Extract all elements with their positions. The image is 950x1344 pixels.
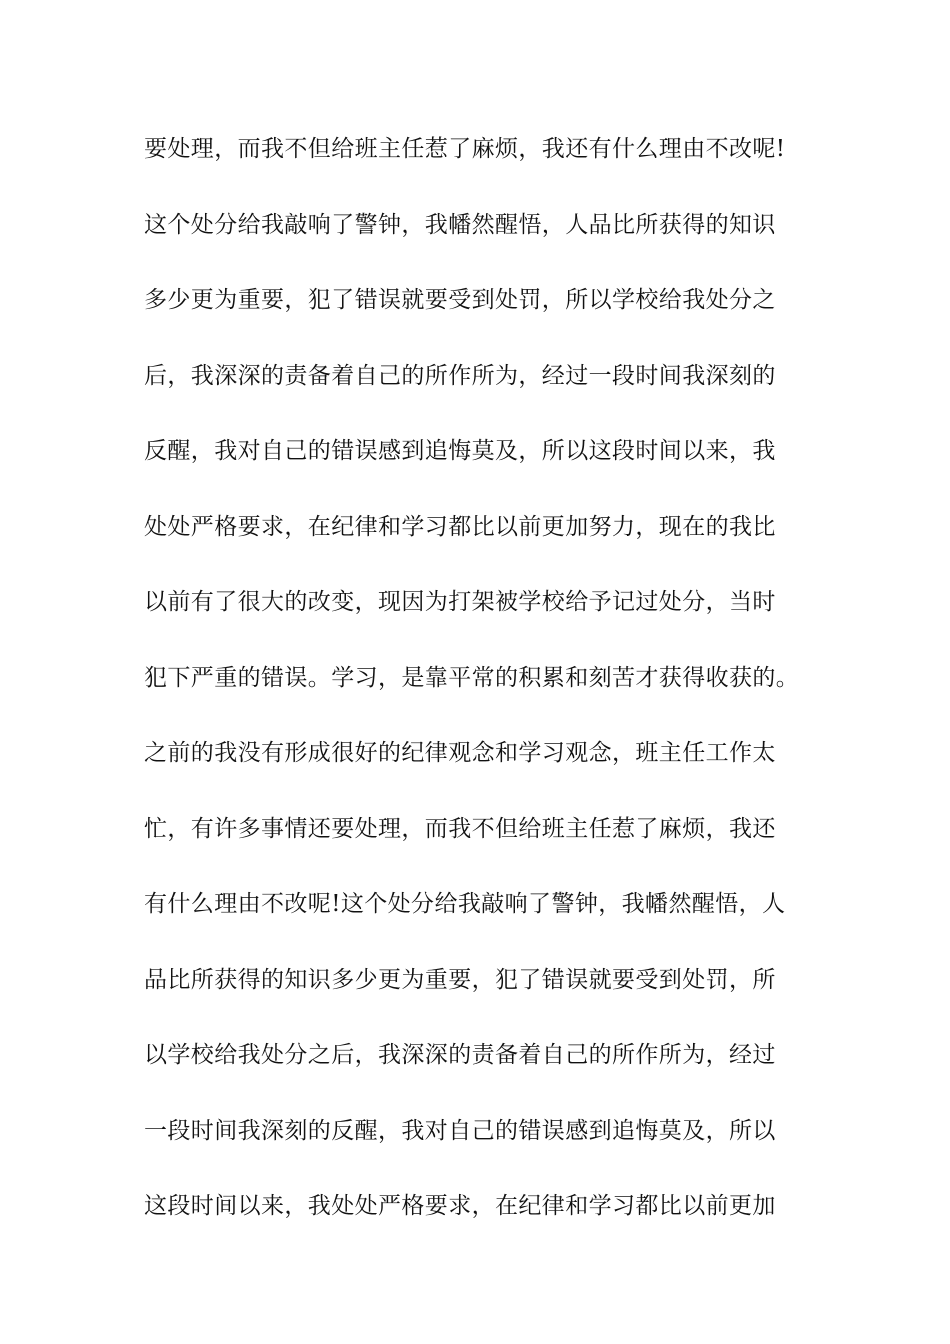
text-line: 以前有了很大的改变，现因为打架被学校给予记过处分，当时 <box>144 589 776 615</box>
text-line: 要处理，而我不但给班主任惹了麻烦，我还有什么理由不改呢! <box>144 136 786 162</box>
text-line: 忙，有许多事情还要处理，而我不但给班主任惹了麻烦，我还 <box>144 815 776 842</box>
text-line: 一段时间我深刻的反醒，我对自己的错误感到追悔莫及，所以 <box>144 1117 776 1144</box>
text-line: 这个处分给我敲响了警钟，我幡然醒悟，人品比所获得的知识 <box>144 211 776 238</box>
text-line: 品比所获得的知识多少更为重要，犯了错误就要受到处罚，所 <box>144 966 776 993</box>
text-line: 以学校给我处分之后，我深深的责备着自己的所作所为，经过 <box>144 1042 776 1068</box>
text-line: 有什么理由不改呢!这个处分给我敲响了警钟，我幡然醒悟，人 <box>144 891 786 917</box>
body-text <box>144 130 824 1263</box>
text-line: 这段时间以来，我处处严格要求，在纪律和学习都比以前更加 <box>144 1193 776 1219</box>
text-line: 处处严格要求，在纪律和学习都比以前更加努力，现在的我比 <box>144 513 776 540</box>
text-line: 犯下严重的错误。学习，是靠平常的积累和刻苦才获得收获的。 <box>144 664 800 691</box>
text-line: 多少更为重要，犯了错误就要受到处罚，所以学校给我处分之 <box>144 287 776 313</box>
text-line: 反醒，我对自己的错误感到追悔莫及，所以这段时间以来，我 <box>144 438 776 464</box>
text-line: 之前的我没有形成很好的纪律观念和学习观念，班主任工作太 <box>144 740 776 766</box>
text-line: 后，我深深的责备着自己的所作所为，经过一段时间我深刻的 <box>144 362 776 389</box>
